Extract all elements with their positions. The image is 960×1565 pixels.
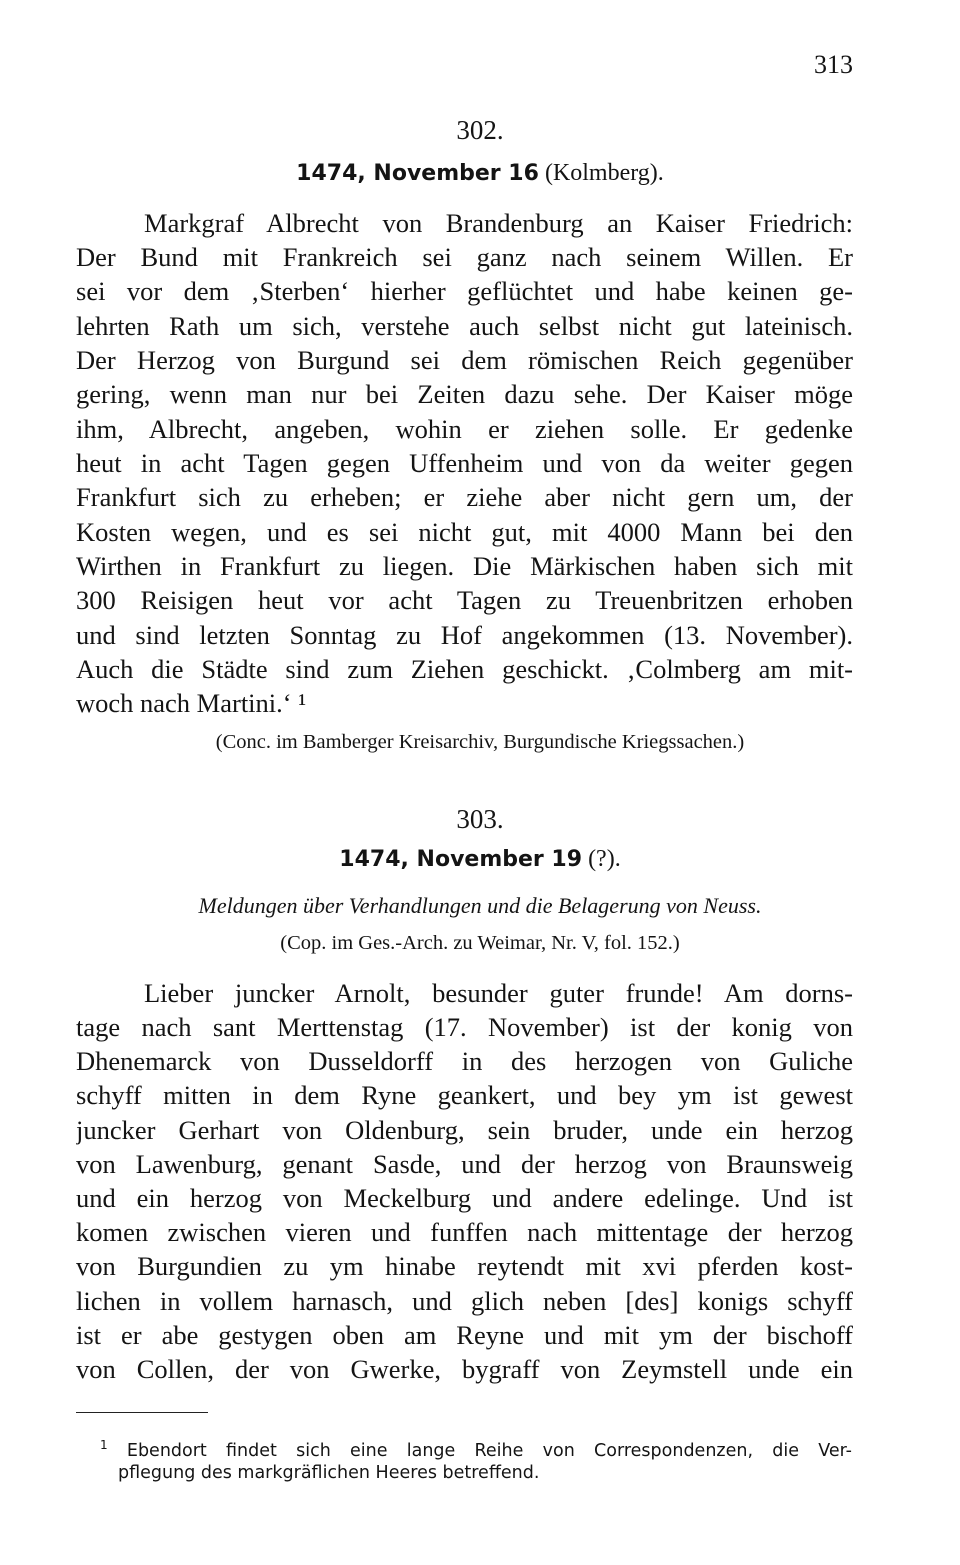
body-line: woch nach Martini.‘ ¹ — [76, 688, 307, 718]
body-line: schyff mitten in dem Ryne geankert, und bey ym ist gewest — [76, 1080, 853, 1110]
footnote-line: pflegung des markgräflichen Heeres betreffend. — [118, 1463, 540, 1483]
source-note-302: (Conc. im Bamberger Kreisarchiv, Burgundische Kriegssachen.) — [215, 731, 745, 753]
body-line: Auch die Städte sind zum Ziehen geschickt. ‚Colmberg am mit- — [76, 654, 853, 684]
body-line: Der Bund mit Frankreich sei ganz nach seinem Willen. Er — [76, 242, 853, 272]
document-number-302: 302. — [456, 115, 504, 145]
body-line: ihm, Albrecht, angeben, wohin er ziehen solle. Er gedenke — [76, 414, 853, 444]
body-line: Der Herzog von Burgund sei dem römischen Reich gegenüber — [76, 345, 853, 375]
body-line: von Burgundien zu ym hinabe reytendt mit xvi pferden kost- — [76, 1251, 853, 1281]
body-line: komen zwischen vieren und funffen nach mittentage der herzog — [76, 1217, 853, 1247]
document-date-302 — [0, 160, 960, 187]
body-line: und ein herzog von Meckelburg und andere edelinge. Und ist — [76, 1183, 853, 1213]
body-line: sei vor dem ‚Sterben‘ hierher geflüchtet und habe keinen ge- — [76, 276, 853, 306]
footnote-mark: 1 — [100, 1438, 108, 1452]
body-line: tage nach sant Merttenstag (17. November) ist der konig von — [76, 1012, 853, 1042]
body-line: juncker Gerhart von Oldenburg, sein bruder, unde ein herzog — [76, 1115, 853, 1145]
document-summary-303: Meldungen über Verhandlungen und die Belagerung von Neuss. — [198, 893, 762, 918]
body-line: heut in acht Tagen gegen Uffenheim und von da weiter gegen — [76, 448, 853, 478]
body-line: und sind letzten Sonntag zu Hof angekommen (13. November). — [76, 620, 853, 650]
body-line: 300 Reisigen heut vor acht Tagen zu Treuenbritzen erhoben — [76, 585, 853, 615]
source-note-303: (Cop. im Ges.-Arch. zu Weimar, Nr. V, fol. 152.) — [280, 932, 680, 954]
body-line: Wirthen in Frankfurt zu liegen. Die Märkischen haben sich mit — [76, 551, 853, 581]
body-line: gering, wenn man nur bei Zeiten dazu sehe. Der Kaiser möge — [76, 379, 853, 409]
body-line: Frankfurt sich zu erheben; er ziehe aber nicht gern um, der — [76, 482, 853, 512]
document-date-303 — [0, 846, 960, 873]
body-line: Kosten wegen, und es sei nicht gut, mit 4000 Mann bei den — [76, 517, 853, 547]
place-302: (Kolmberg). — [538, 160, 664, 186]
body-line: lichen in vollem harnasch, und glich neben [des] konigs schyff — [76, 1286, 853, 1316]
body-line: lehrten Rath um sich, verstehe auch selbst nicht gut lateinisch. — [76, 311, 853, 341]
body-line: Dhenemarck von Dusseldorff in des herzogen von Guliche — [76, 1046, 853, 1076]
page-number: 313 — [814, 50, 853, 79]
body-line: Lieber juncker Arnolt, besunder guter frunde! Am dorns- — [144, 978, 853, 1008]
body-line: ist er abe gestygen oben am Reyne und mit ym der bischoff — [76, 1320, 853, 1350]
body-line: von Lawenburg, genant Sasde, und der herzog von Braunsweig — [76, 1149, 853, 1179]
footnote-text: Ebendort findet sich eine lange Reihe von Correspondenzen, die Ver- — [126, 1440, 852, 1461]
date-303: 1474, November 19 — [339, 847, 583, 872]
date-302: 1474, November 16 — [296, 161, 539, 186]
body-line: von Collen, der von Gwerke, bygraff von Zeymstell unde ein — [76, 1354, 853, 1384]
body-line: Markgraf Albrecht von Brandenburg an Kaiser Friedrich: — [144, 208, 853, 238]
footnote-rule — [76, 1412, 208, 1413]
document-number-303: 303. — [456, 804, 504, 834]
place-303: (?). — [582, 846, 621, 872]
